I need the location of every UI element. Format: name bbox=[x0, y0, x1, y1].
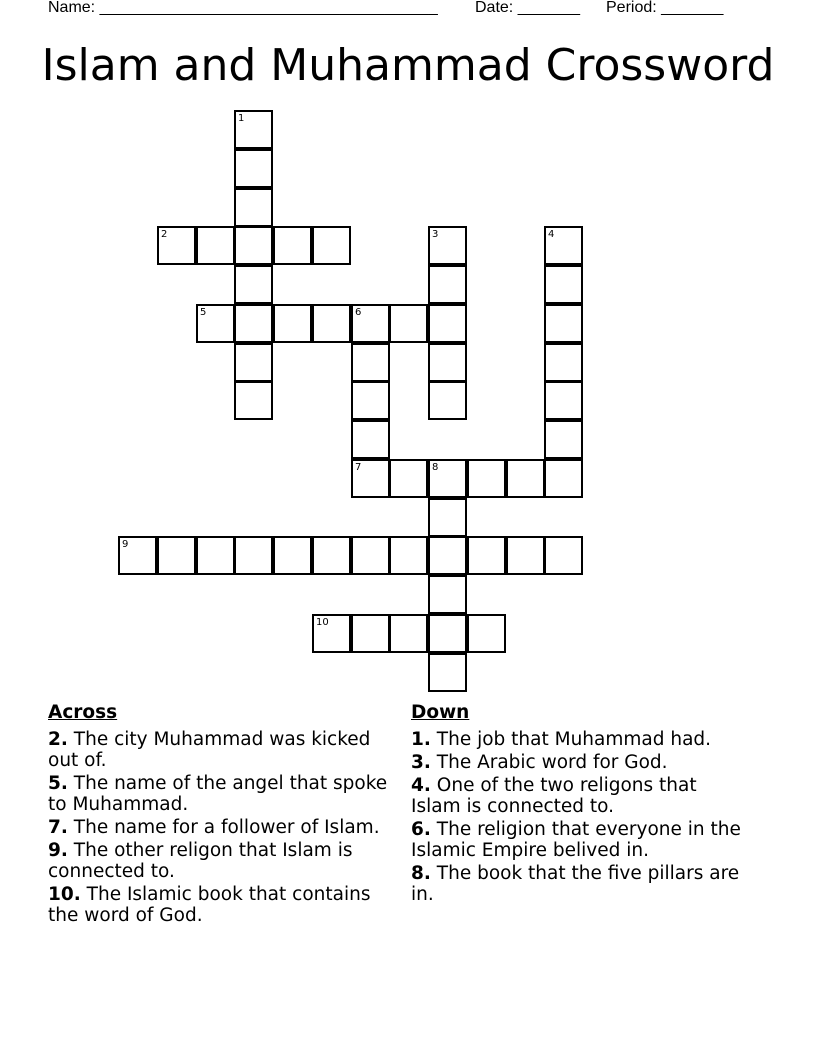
clue-number-label: 1. bbox=[411, 729, 431, 750]
grid-cell[interactable] bbox=[428, 265, 467, 304]
grid-cell[interactable] bbox=[467, 614, 506, 653]
clue-number: 8 bbox=[432, 462, 439, 473]
grid-cell[interactable] bbox=[234, 149, 273, 188]
grid-cell[interactable] bbox=[351, 304, 390, 343]
across-heading: Across bbox=[48, 702, 118, 723]
clue-text: The religion that everyone in the Islamic Empire belived in. bbox=[411, 819, 741, 861]
down-clues bbox=[411, 702, 751, 907]
grid-cell[interactable] bbox=[544, 226, 583, 265]
grid-cell[interactable] bbox=[351, 343, 390, 382]
grid-cell[interactable] bbox=[428, 614, 467, 653]
grid-cell[interactable] bbox=[467, 536, 506, 575]
grid-cell[interactable] bbox=[312, 304, 351, 343]
clue-text: The Arabic word for God. bbox=[430, 752, 668, 773]
clue-number: 7 bbox=[355, 462, 362, 473]
grid-cell[interactable] bbox=[273, 536, 312, 575]
clue-number-label: 10. bbox=[48, 884, 81, 905]
grid-cell[interactable] bbox=[196, 304, 235, 343]
grid-cell[interactable] bbox=[544, 459, 583, 498]
clue-number-label: 9. bbox=[48, 840, 68, 861]
grid-cell[interactable] bbox=[428, 653, 467, 692]
down-clue bbox=[411, 752, 751, 773]
grid-cell[interactable] bbox=[312, 226, 351, 265]
grid-cell[interactable] bbox=[234, 188, 273, 227]
grid-cell[interactable] bbox=[428, 381, 467, 420]
grid-cell[interactable] bbox=[351, 459, 390, 498]
grid-cell[interactable] bbox=[118, 536, 157, 575]
clue-number: 1 bbox=[238, 113, 245, 124]
clue-number: 10 bbox=[316, 617, 329, 628]
grid-cell[interactable] bbox=[544, 420, 583, 459]
grid-cell[interactable] bbox=[234, 304, 273, 343]
grid-cell[interactable] bbox=[544, 536, 583, 575]
across-clue bbox=[48, 840, 398, 882]
date-field-label: Date: _______ bbox=[475, 0, 580, 16]
grid-cell[interactable] bbox=[428, 498, 467, 537]
across-clue bbox=[48, 729, 398, 771]
down-clue bbox=[411, 863, 751, 905]
grid-cell[interactable] bbox=[196, 536, 235, 575]
page-title: Islam and Muhammad Crossword bbox=[41, 40, 775, 91]
grid-cell[interactable] bbox=[234, 110, 273, 149]
clue-number: 6 bbox=[355, 307, 362, 318]
grid-cell[interactable] bbox=[157, 536, 196, 575]
grid-cell[interactable] bbox=[428, 536, 467, 575]
across-clue bbox=[48, 884, 398, 926]
clue-text: The name for a follower of Islam. bbox=[67, 817, 380, 838]
grid-cell[interactable] bbox=[428, 343, 467, 382]
grid-cell[interactable] bbox=[389, 536, 428, 575]
clue-text: The book that the five pillars are in. bbox=[411, 863, 740, 905]
clue-text: The other religon that Islam is connected to. bbox=[48, 840, 353, 882]
grid-cell[interactable] bbox=[312, 614, 351, 653]
grid-cell[interactable] bbox=[467, 459, 506, 498]
grid-cell[interactable] bbox=[506, 459, 545, 498]
clue-number-label: 6. bbox=[411, 819, 431, 840]
grid-cell[interactable] bbox=[196, 226, 235, 265]
grid-cell[interactable] bbox=[234, 226, 273, 265]
grid-cell[interactable] bbox=[428, 459, 467, 498]
grid-cell[interactable] bbox=[234, 536, 273, 575]
grid-cell[interactable] bbox=[428, 575, 467, 614]
grid-cell[interactable] bbox=[389, 614, 428, 653]
grid-cell[interactable] bbox=[389, 304, 428, 343]
clue-text: The name of the angel that spoke to Muhammad. bbox=[48, 773, 388, 815]
down-clue bbox=[411, 775, 751, 817]
clue-number: 3 bbox=[432, 229, 439, 240]
clue-number-label: 8. bbox=[411, 863, 431, 884]
clue-text: One of the two religons that Islam is connected to. bbox=[411, 775, 697, 817]
grid-cell[interactable] bbox=[312, 536, 351, 575]
clue-number-label: 2. bbox=[48, 729, 68, 750]
grid-cell[interactable] bbox=[351, 536, 390, 575]
grid-cell[interactable] bbox=[234, 265, 273, 304]
down-clue bbox=[411, 729, 751, 750]
clue-number: 2 bbox=[161, 229, 168, 240]
grid-cell[interactable] bbox=[428, 226, 467, 265]
across-clues bbox=[48, 702, 398, 928]
name-field-label: Name: ______________________________________ bbox=[48, 0, 438, 16]
grid-cell[interactable] bbox=[234, 381, 273, 420]
grid-cell[interactable] bbox=[273, 304, 312, 343]
grid-cell[interactable] bbox=[506, 536, 545, 575]
down-clue bbox=[411, 819, 751, 861]
grid-cell[interactable] bbox=[428, 304, 467, 343]
clue-text: The Islamic book that contains the word of God. bbox=[48, 884, 371, 926]
grid-cell[interactable] bbox=[389, 459, 428, 498]
grid-cell[interactable] bbox=[544, 265, 583, 304]
grid-cell[interactable] bbox=[273, 226, 312, 265]
grid-cell[interactable] bbox=[544, 381, 583, 420]
grid-cell[interactable] bbox=[351, 614, 390, 653]
grid-cell[interactable] bbox=[544, 304, 583, 343]
grid-cell[interactable] bbox=[351, 420, 390, 459]
down-heading: Down bbox=[411, 702, 470, 723]
grid-cell[interactable] bbox=[234, 343, 273, 382]
clue-number-label: 7. bbox=[48, 817, 68, 838]
clue-number-label: 3. bbox=[411, 752, 431, 773]
grid-cell[interactable] bbox=[351, 381, 390, 420]
clue-number: 5 bbox=[200, 307, 207, 318]
clue-number: 9 bbox=[122, 539, 129, 550]
clue-text: The city Muhammad was kicked out of. bbox=[48, 729, 371, 771]
clue-text: The job that Muhammad had. bbox=[430, 729, 712, 750]
period-field-label: Period: _______ bbox=[606, 0, 724, 16]
clue-number-label: 4. bbox=[411, 775, 431, 796]
across-clue bbox=[48, 773, 398, 815]
grid-cell[interactable] bbox=[157, 226, 196, 265]
grid-cell[interactable] bbox=[544, 343, 583, 382]
across-clue bbox=[48, 817, 398, 838]
clue-number-label: 5. bbox=[48, 773, 68, 794]
clue-number: 4 bbox=[548, 229, 555, 240]
